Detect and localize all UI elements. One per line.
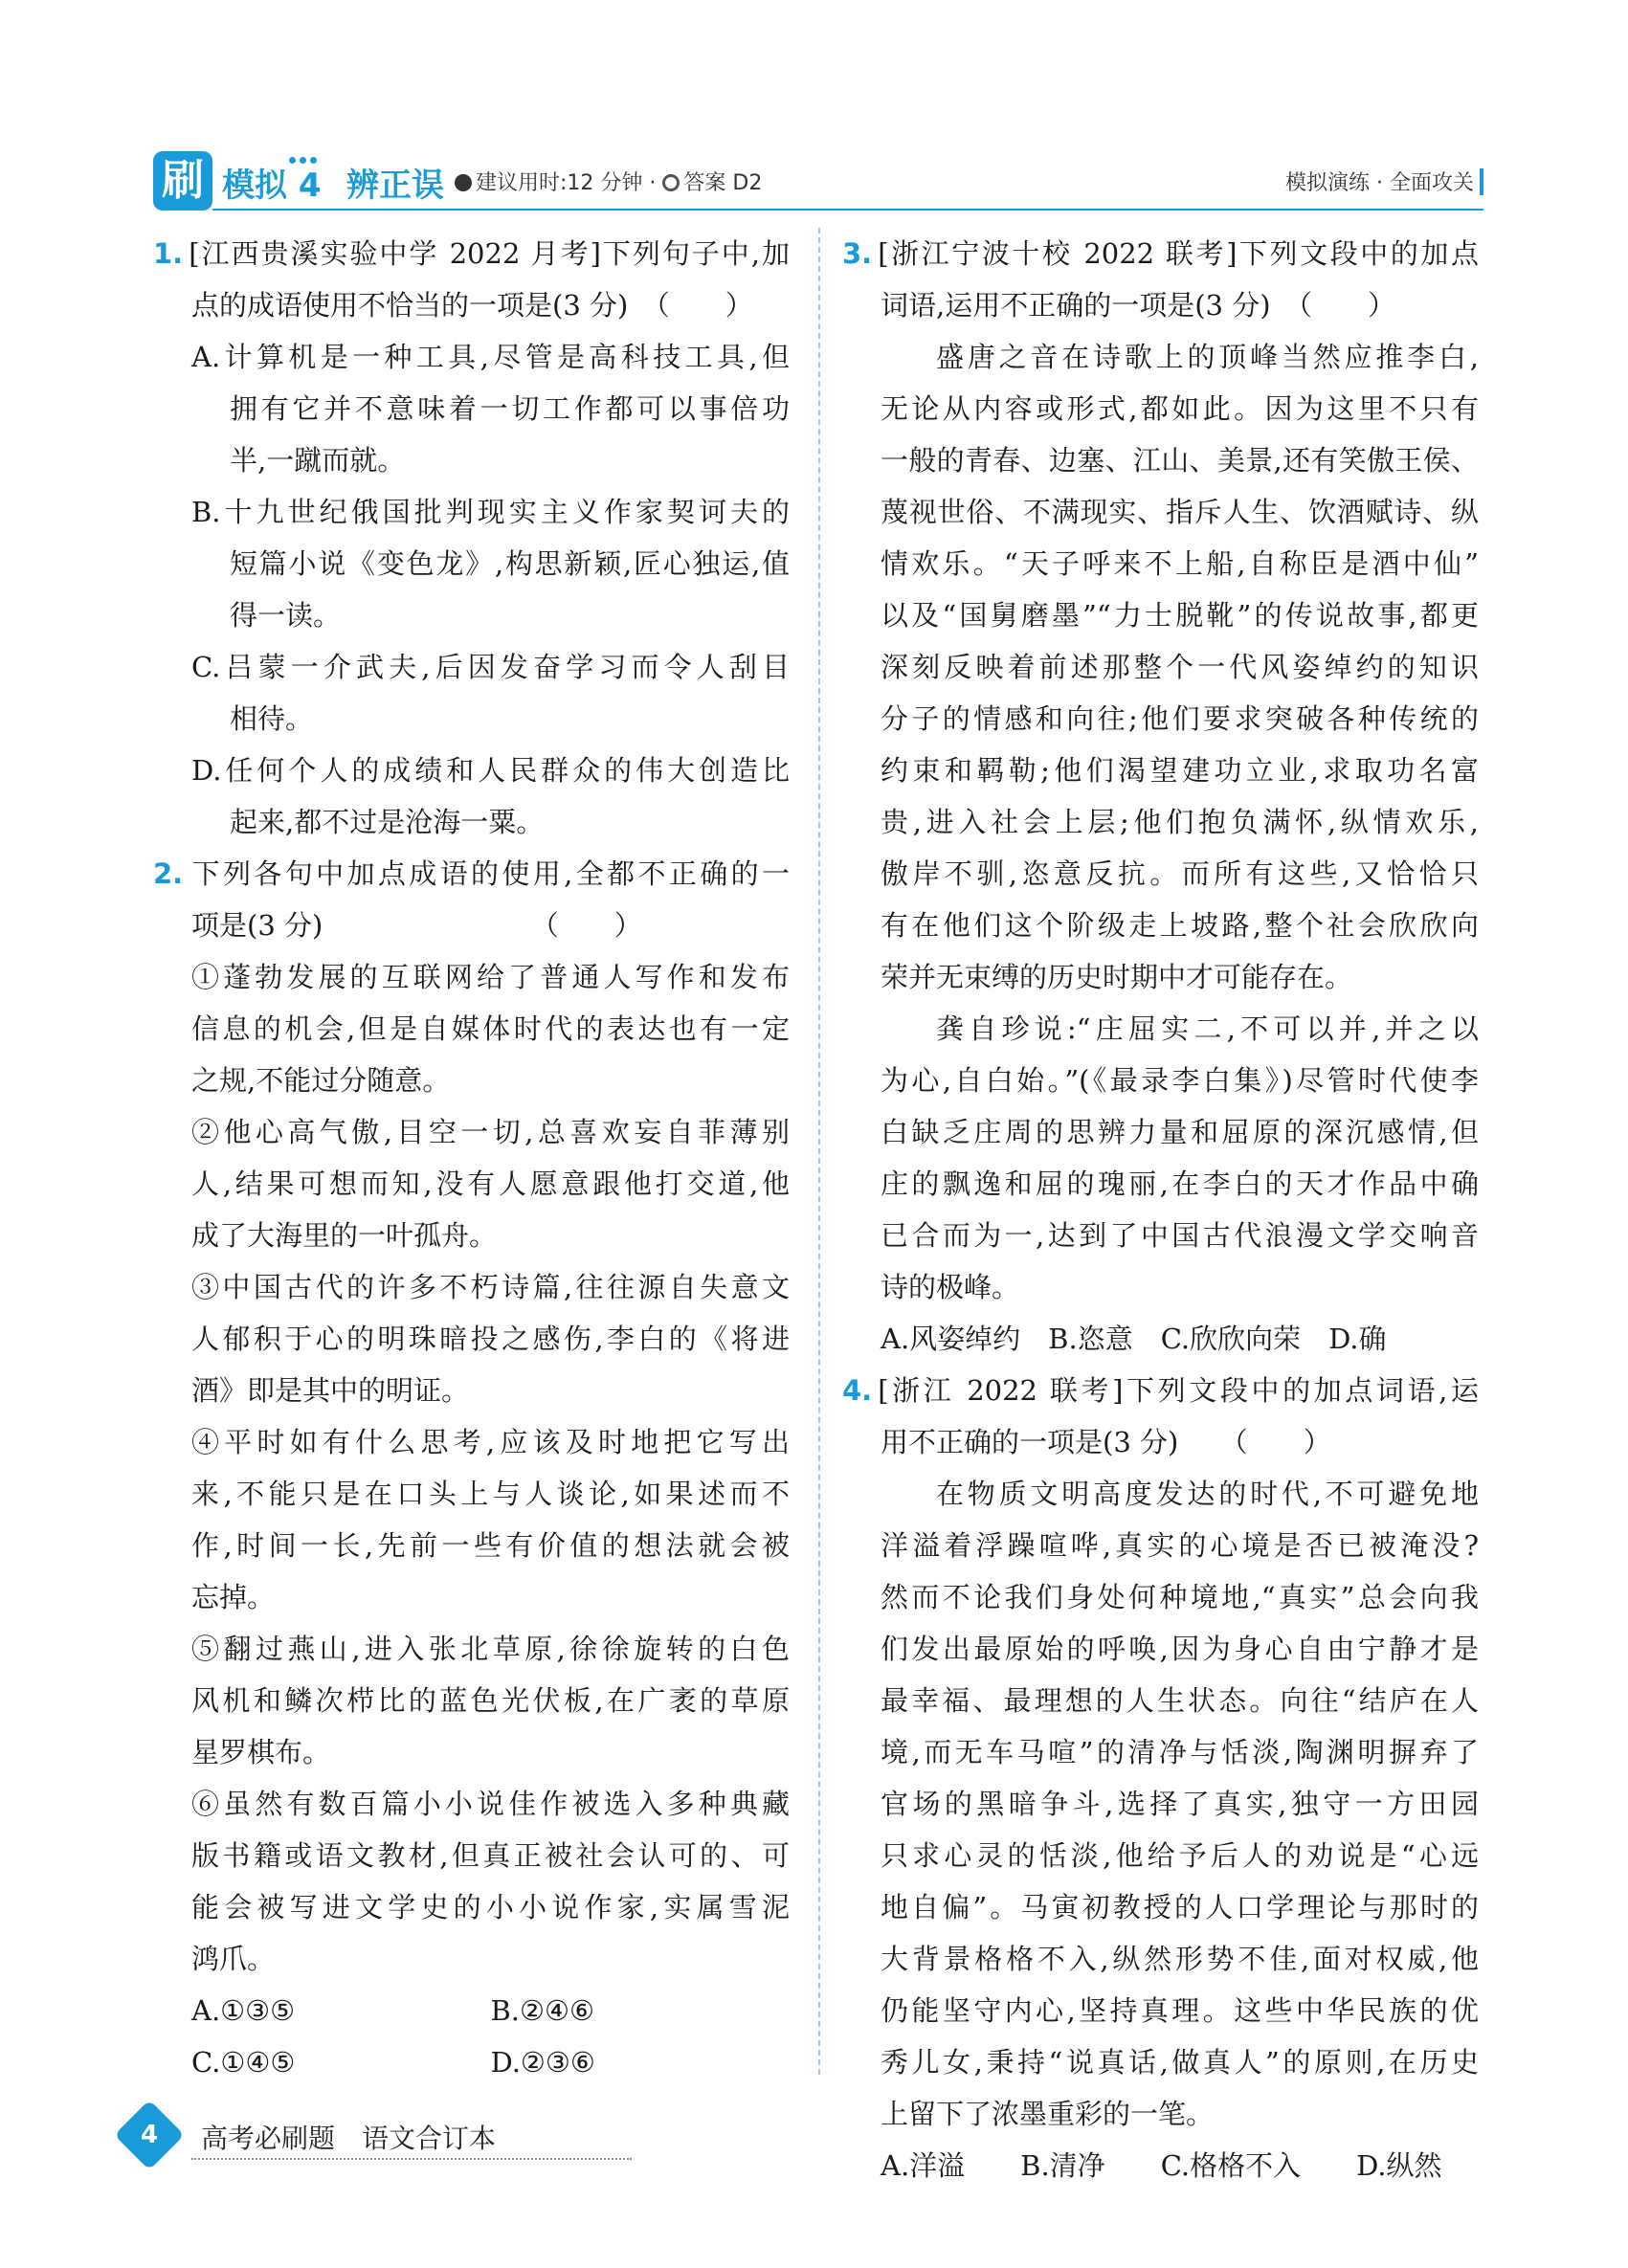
passage-line: 约束和羁勒;他们渴望建功立业,求取功名富: [881, 754, 1479, 787]
q1-line: 点的成语使用不恰当的一项是(3 分) （ ）: [191, 289, 753, 322]
tag-bar: [1480, 168, 1483, 195]
item-line: 人,结果可想而知,没有人愿意跟他打交道,他: [191, 1167, 790, 1200]
item-line: 酒》即是其中的明证。: [191, 1374, 470, 1407]
page-footer: [124, 2110, 526, 2168]
passage-line: 只求心灵的恬淡,他给予后人的劝说是“心远: [881, 1839, 1479, 1872]
option-line: 相待。: [230, 702, 314, 735]
section-label: 辨正误: [346, 167, 444, 205]
item-line: ④平时如有什么思考,应该及时地把它写出: [191, 1426, 790, 1458]
q2-line: 下列各句中加点成语的使用,全都不正确的一: [189, 857, 790, 890]
item-line: 作,时间一长,先前一些有价值的想法就会被: [191, 1529, 790, 1562]
item-line: 忘掉。: [191, 1581, 276, 1613]
item-line: 风机和鳞次栉比的蓝色光伏板,在广袤的草原: [191, 1684, 790, 1717]
q1-option-b: [153, 486, 790, 641]
q2-options: [153, 1985, 790, 2036]
passage-line: 地自偏”。马寅初教授的人口学理论与那时的: [881, 1891, 1479, 1923]
option-line: C.吕蒙一介武夫,后因发奋学习而令人刮目: [191, 651, 790, 683]
q2-item-4: [153, 1416, 790, 1623]
q2-item-6: [153, 1778, 790, 1985]
passage-line: 为心,自白始。”(《最录李白集》)尽管时代使李: [881, 1064, 1479, 1097]
passage-line: 上留下了浓墨重彩的一笔。: [881, 2098, 1215, 2130]
q2-line: 项是(3 分) （ ）: [191, 909, 642, 942]
clock-icon: [455, 174, 472, 191]
footer-rule: [191, 2158, 632, 2160]
option-line: 起来,都不过是沧海一粟。: [230, 806, 545, 838]
q1-option-d: [153, 745, 790, 848]
passage-line: 已合而为一,达到了中国古代浪漫文学交响音: [881, 1219, 1479, 1252]
q2-item-3: [153, 1261, 790, 1416]
passage-line: 以及“国舅磨墨”“力士脱靴”的传说故事,都更: [881, 599, 1479, 632]
q4-options: A.洋溢 B.清净 C.格格不入 D.纵然: [881, 2149, 1442, 2182]
answer-hint: 答案 D2: [683, 171, 763, 195]
passage-line: 大背景格格不入,纵然形势不佳,面对权威,他: [881, 1943, 1479, 1975]
passage-line: 一般的青春、边塞、江山、美景,还有笑傲王侯、: [881, 444, 1479, 477]
item-line: ①蓬勃发展的互联网给了普通人写作和发布: [191, 961, 790, 993]
question-3: [842, 228, 1479, 1365]
item-line: 鸿爪。: [191, 1943, 276, 1975]
passage-line: 贵,进入社会上层;他们抱负满怀,纵情欢乐,: [881, 806, 1479, 838]
header-meta: [455, 167, 762, 196]
q3-line: 词语,运用不正确的一项是(3 分) （ ）: [881, 289, 1396, 322]
question-number: 2.: [153, 857, 184, 890]
item-line: ②他心高气傲,目空一切,总喜欢妄自菲薄别: [191, 1116, 790, 1148]
item-line: 来,不能只是在口头上与人谈论,如果述而不: [191, 1478, 790, 1510]
footer-title: 高考必刷题 语文合订本: [201, 2123, 497, 2154]
passage-line: 诗的极峰。: [881, 1271, 1020, 1303]
q2-item-1: [153, 951, 790, 1106]
passage-line: 有在他们这个阶级走上坡路,整个社会欣欣向: [881, 909, 1479, 942]
passage-line: 盛唐之音在诗歌上的顶峰当然应推李白,: [936, 341, 1479, 373]
item-line: 之规,不能过分随意。: [191, 1064, 451, 1097]
option-line: A.计算机是一种工具,尽管是高科技工具,但: [191, 341, 790, 373]
option-line: B.十九世纪俄国批判现实主义作家契诃夫的: [191, 496, 790, 528]
q3-passage-1: [842, 331, 1479, 1003]
page-header: [153, 144, 1483, 220]
passage-line: 庄的飘逸和屈的瑰丽,在李白的天才作品中确: [881, 1167, 1479, 1200]
q4-line: [浙江 2022 联考]下列文段中的加点词语,运: [878, 1374, 1479, 1407]
item-line: 人郁积于心的明珠暗投之感伤,李白的《将进: [191, 1323, 790, 1355]
passage-line: 最幸福、最理想的人生状态。向往“结庐在人: [881, 1684, 1479, 1717]
item-line: ③中国古代的许多不朽诗篇,往往源自失意文: [191, 1271, 790, 1303]
item-line: 星罗棋布。: [191, 1736, 331, 1768]
item-line: ⑤翻过燕山,进入张北草原,徐徐旋转的白色: [191, 1633, 790, 1665]
item-line: 能会被写进文学史的小小说作家,实属雪泥: [191, 1891, 790, 1923]
passage-line: 仍能坚守内心,坚持真理。这些中华民族的优: [881, 1994, 1479, 2027]
q4-line: 用不正确的一项是(3 分) （ ）: [881, 1426, 1331, 1458]
right-tag-text: 模拟演练 · 全面攻关: [1285, 171, 1474, 195]
passage-line: 蔑视世俗、不满现实、指斥人生、饮酒赋诗、纵: [881, 496, 1479, 528]
passage-line: 们发出最原始的呼唤,因为身心自由宁静才是: [881, 1633, 1479, 1665]
q1-line: [江西贵溪实验中学 2022 月考]下列句子中,加: [189, 237, 790, 270]
left-column: [153, 228, 790, 2088]
question-number: 4.: [842, 1374, 873, 1407]
item-line: 版书籍或语文教材,但真正被社会认可的、可: [191, 1839, 790, 1872]
q2-item-5: [153, 1623, 790, 1778]
option-line: 半,一蹴而就。: [230, 444, 406, 477]
passage-line: 在物质文明高度发达的时代,不可避免地: [936, 1478, 1479, 1510]
item-line: ⑥虽然有数百篇小小说佳作被选入多种典藏: [191, 1788, 790, 1820]
passage-line: 然而不论我们身处何种境地,“真实”总会向我: [881, 1581, 1479, 1613]
q3-line: [浙江宁波十校 2022 联考]下列文段中的加点: [878, 237, 1479, 270]
item-line: 信息的机会,但是自媒体时代的表达也有一定: [191, 1012, 790, 1045]
passage-line: 傲岸不驯,恣意反抗。而所有这些,又恰恰只: [881, 857, 1479, 890]
passage-line: 分子的情感和向往;他们要求突破各种传统的: [881, 702, 1479, 735]
header-rule: [212, 209, 1483, 211]
option-line: 拥有它并不意味着一切工作都可以事倍功: [230, 392, 790, 425]
q3-passage-2: [842, 1003, 1479, 1313]
passage-line: 情欢乐。“天子呼来不上船,自称臣是酒中仙”: [881, 547, 1479, 580]
option-d: D.②③⑥: [490, 2046, 595, 2079]
option-line: 短篇小说《变色龙》,构思新颖,匠心独运,值: [230, 547, 790, 580]
q2-item-2: [153, 1106, 790, 1261]
question-2: [153, 848, 790, 2088]
right-column: [842, 228, 1479, 2191]
q1-option-a: [153, 331, 790, 486]
passage-line: 官场的黑暗争斗,选择了真实,独守一方田园: [881, 1788, 1479, 1820]
option-b: B.②④⑥: [490, 1994, 595, 2027]
passage-line: 白缺乏庄周的思辨力量和屈原的深沉感情,但: [881, 1116, 1479, 1148]
item-line: 成了大海里的一叶孤舟。: [191, 1219, 498, 1252]
option-c: C.①④⑤: [191, 2046, 296, 2079]
question-number: 1.: [153, 237, 184, 270]
q4-passage: [842, 1468, 1479, 2140]
passage-line: 无论从内容或形式,都如此。因为这里不只有: [881, 392, 1479, 425]
option-line: D.任何个人的成绩和人民群众的伟大创造比: [191, 754, 790, 787]
question-4: [842, 1365, 1479, 2191]
page-number: 4: [140, 2121, 159, 2149]
passage-line: 荣并无束缚的历史时期中才可能存在。: [881, 961, 1353, 993]
question-1: [153, 228, 790, 848]
time-hint: 建议用时:12 分钟 ·: [476, 171, 657, 195]
brand-logo: 刷: [153, 151, 212, 211]
q2-options: [153, 2036, 790, 2088]
question-number: 3.: [842, 237, 873, 270]
answer-icon: [662, 174, 680, 191]
passage-line: 深刻反映着前述那整个一代风姿绰约的知识: [881, 651, 1479, 683]
q1-option-c: [153, 641, 790, 745]
module-label: 模拟 4: [222, 167, 322, 205]
passage-line: 龚自珍说:“庄屈实二,不可以并,并之以: [936, 1012, 1479, 1045]
option-line: 得一读。: [230, 599, 342, 632]
header-right-tag: [1285, 167, 1483, 196]
passage-line: 境,而无车马喧”的清净与恬淡,陶渊明摒弃了: [881, 1736, 1479, 1768]
q3-options: A.风姿绰约 B.恣意 C.欣欣向荣 D.确: [881, 1323, 1387, 1355]
passage-line: 秀儿女,秉持“说真话,做真人”的原则,在历史: [881, 2046, 1479, 2079]
passage-line: 洋溢着浮躁喧哗,真实的心境是否已被淹没?: [881, 1529, 1479, 1562]
column-divider: [818, 228, 820, 2075]
option-a: A.①③⑤: [191, 1994, 296, 2027]
